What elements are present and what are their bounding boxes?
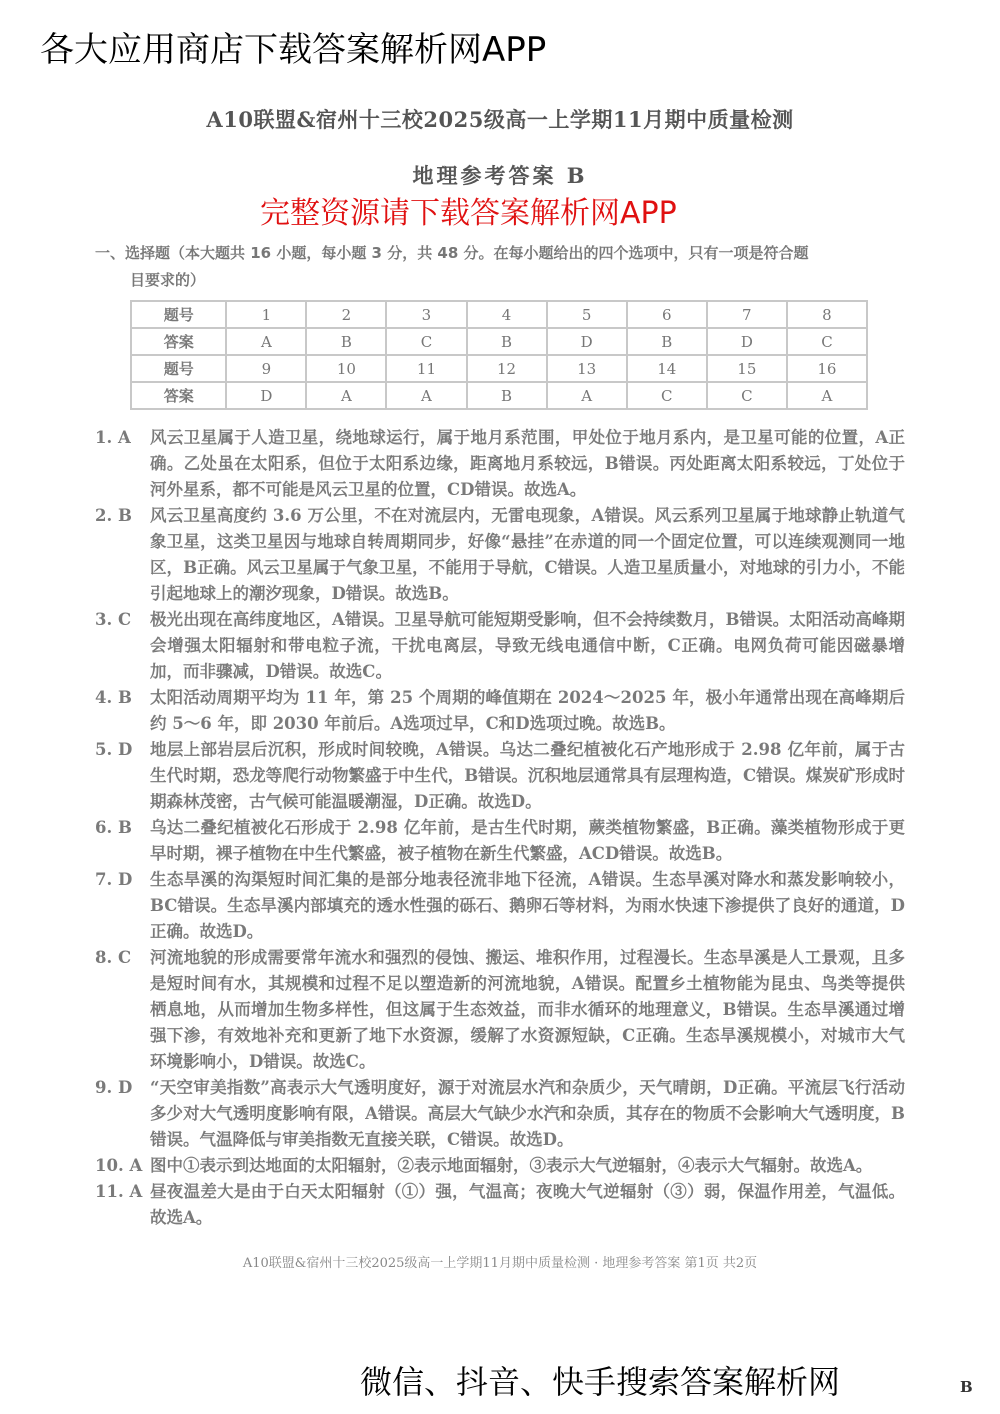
table-cell: 13 — [547, 355, 627, 382]
table-cell: 11 — [386, 355, 466, 382]
table-cell: D — [226, 382, 306, 409]
section-heading-line2: 目要求的） — [130, 271, 206, 289]
answer-number: 9. D — [95, 1078, 133, 1097]
answer-text: 风云卫星高度约 3.6 万公里，不在对流层内，无雷电现象，A错误。风云系列卫星属于地球静止轨道气象卫星，这类卫星因与地球自转周期同步，好像“悬挂”在赤道的同一个固定位置，可以连续观测同一地区，B正确。风云卫星属于气象卫星，不能用于导航，C错误。人造卫星质量小，对地球的引力小，不能引起地球上的潮汐现象，D错误。故选B。 — [150, 506, 905, 603]
table-cell: D — [707, 328, 787, 355]
watermark-bottom-right: 微信、抖音、快手搜索答案解析网 — [360, 1363, 841, 1401]
answer-item — [95, 1075, 905, 1153]
table-cell: B — [467, 382, 547, 409]
answer-item — [95, 685, 905, 737]
table-cell: 8 — [787, 301, 867, 328]
answer-table — [130, 300, 868, 410]
answer-text: 昼夜温差大是由于白天太阳辐射（①）强，气温高；夜晚大气逆辐射（③）弱，保温作用差，气温低。故选A。 — [150, 1182, 905, 1227]
table-cell: 14 — [627, 355, 707, 382]
section-heading-line1: 一、选择题（本大题共 16 小题，每小题 3 分，共 48 分。在每小题给出的四个选项中，只有一项是符合题 — [95, 244, 809, 262]
table-cell: 12 — [467, 355, 547, 382]
version-label: B — [960, 1378, 973, 1396]
table-cell: 9 — [226, 355, 306, 382]
answer-text: 地层上部岩层后沉积，形成时间较晚，A错误。乌达二叠纪植被化石产地形成于 2.98 亿年前，属于古生代时期，恐龙等爬行动物繁盛于中生代，B错误。沉积地层通常具有层理构造，C错误。煤炭矿形成时期森林茂密，古气候可能温暖潮湿，D正确。故选D。 — [150, 740, 905, 811]
answer-item — [95, 867, 905, 945]
table-row-numbers-1 — [131, 301, 867, 328]
answer-number: 3. C — [95, 610, 132, 629]
table-cell: 3 — [386, 301, 466, 328]
table-header-cell: 题号 — [131, 355, 226, 382]
answer-number: 2. B — [95, 506, 132, 525]
table-cell: A — [386, 382, 466, 409]
answer-number: 7. D — [95, 870, 133, 889]
answer-item — [95, 425, 905, 503]
section-heading — [95, 240, 905, 294]
answer-text: 乌达二叠纪植被化石形成于 2.98 亿年前，是古生代时期，蕨类植物繁盛，B正确。藻类植物形成于更早时期，裸子植物在中生代繁盛，被子植物在新生代繁盛，ACD错误。故选B。 — [150, 818, 905, 863]
answer-item — [95, 1153, 905, 1179]
table-row-answers-1 — [131, 328, 867, 355]
answer-item — [95, 1179, 905, 1231]
table-cell: 1 — [226, 301, 306, 328]
table-cell: 16 — [787, 355, 867, 382]
answer-text: 图中①表示到达地面的太阳辐射，②表示地面辐射，③表示大气逆辐射，④表示大气辐射。故选A。 — [150, 1156, 873, 1175]
answer-item — [95, 815, 905, 867]
table-cell: 15 — [707, 355, 787, 382]
table-cell: C — [707, 382, 787, 409]
table-header-cell: 答案 — [131, 328, 226, 355]
table-cell: 7 — [707, 301, 787, 328]
answer-item — [95, 737, 905, 815]
table-header-cell: 题号 — [131, 301, 226, 328]
table-cell: C — [386, 328, 466, 355]
table-cell: A — [306, 382, 386, 409]
table-cell: B — [627, 328, 707, 355]
answer-number: 8. C — [95, 948, 132, 967]
page-footer: A10联盟&宿州十三校2025级高一上学期11月期中质量检测 · 地理参考答案 第1页 共2页 — [242, 1256, 758, 1271]
table-cell: 2 — [306, 301, 386, 328]
table-cell: 5 — [547, 301, 627, 328]
answer-text: 河流地貌的形成需要常年流水和强烈的侵蚀、搬运、堆积作用，过程漫长。生态旱溪是人工景观，且多是短时间有水，其规模和过程不足以塑造新的河流地貌，A错误。配置乡土植物能为昆虫、鸟类等提供栖息地，从而增加生物多样性，但这属于生态效益，而非水循环的地理意义，B错误。生态旱溪通过增强下渗，有效地补充和更新了地下水资源，缓解了水资源短缺，C正确。生态旱溪规模小，对城市大气环境影响小，D错误。故选C。 — [150, 948, 905, 1071]
table-cell: B — [467, 328, 547, 355]
answer-number: 6. B — [95, 818, 132, 837]
answer-text: 极光出现在高纬度地区，A错误。卫星导航可能短期受影响，但不会持续数月，B错误。太阳活动高峰期会增强太阳辐射和带电粒子流，干扰电离层，导致无线电通信中断，C正确。电网负荷可能因磁暴增加，而非骤减，D错误。故选C。 — [150, 610, 905, 681]
answer-text: 太阳活动周期平均为 11 年，第 25 个周期的峰值期在 2024～2025 年，极小年通常出现在高峰期后约 5～6 年，即 2030 年前后。A选项过早，C和D选项过晚。故选B。 — [150, 688, 905, 733]
answer-explanations — [95, 425, 905, 1231]
answer-text: 风云卫星属于人造卫星，绕地球运行，属于地月系范围，甲处位于地月系内，是卫星可能的位置，A正确。乙处虽在太阳系，但位于太阳系边缘，距离地月系较远，B错误。丙处距离太阳系较远，丁处位于河外星系，都不可能是风云卫星的位置，CD错误。故选A。 — [150, 428, 905, 499]
answer-number: 1. A — [95, 428, 131, 447]
table-cell: C — [787, 328, 867, 355]
answers-and-footer — [95, 425, 905, 1273]
table-row-numbers-2 — [131, 355, 867, 382]
table-cell: A — [547, 382, 627, 409]
table-cell: D — [547, 328, 627, 355]
table-cell: A — [787, 382, 867, 409]
answer-number: 4. B — [95, 688, 132, 707]
answer-number: 10. A — [95, 1156, 143, 1175]
table-cell: B — [306, 328, 386, 355]
answer-text: “天空审美指数”高表示大气透明度好，源于对流层水汽和杂质少，天气晴朗，D正确。平流层飞行活动多少对大气透明度影响有限，A错误。高层大气缺少水汽和杂质，其存在的物质不会影响大气透明度，B错误。气温降低与审美指数无直接关联，C错误。故选D。 — [150, 1078, 905, 1149]
watermark-center: 完整资源请下载答案解析网APP — [260, 196, 677, 231]
answer-item — [95, 607, 905, 685]
table-cell: 6 — [627, 301, 707, 328]
table-header-cell: 答案 — [131, 382, 226, 409]
table-cell: 4 — [467, 301, 547, 328]
table-row-answers-2 — [131, 382, 867, 409]
answer-text: 生态旱溪的沟渠短时间汇集的是部分地表径流非地下径流，A错误。生态旱溪对降水和蒸发影响较小，BC错误。生态旱溪内部填充的透水性强的砾石、鹅卵石等材料，为雨水快速下渗提供了良好的通道，D正确。故选D。 — [150, 870, 905, 941]
document-title: A10联盟&宿州十三校2025级高一上学期11月期中质量检测 — [206, 107, 794, 132]
answer-item — [95, 945, 905, 1075]
answer-number: 5. D — [95, 740, 133, 759]
watermark-top-left: 各大应用商店下载答案解析网APP — [40, 30, 547, 70]
table-cell: C — [627, 382, 707, 409]
table-cell: 10 — [306, 355, 386, 382]
document-subtitle: 地理参考答案 B — [412, 163, 588, 188]
table-cell: A — [226, 328, 306, 355]
answer-number: 11. A — [95, 1182, 143, 1201]
answer-item — [95, 503, 905, 607]
